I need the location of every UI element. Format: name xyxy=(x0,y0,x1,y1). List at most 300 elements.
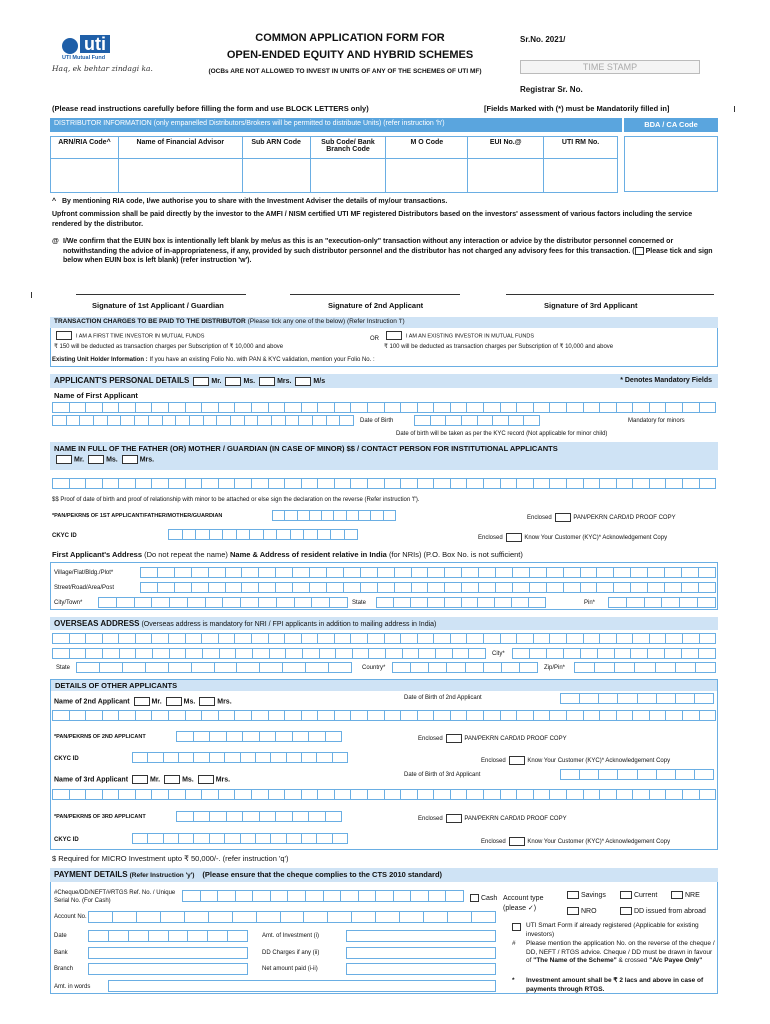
char-box[interactable] xyxy=(209,567,226,578)
char-box[interactable] xyxy=(484,789,501,800)
char-box[interactable] xyxy=(158,582,175,593)
char-box[interactable] xyxy=(317,833,332,844)
char-box[interactable] xyxy=(113,911,137,923)
char-box[interactable] xyxy=(445,582,462,593)
char-box[interactable] xyxy=(98,597,117,608)
char-box[interactable] xyxy=(312,597,330,608)
char-box[interactable] xyxy=(210,833,225,844)
char-box[interactable] xyxy=(194,833,209,844)
char-box[interactable] xyxy=(285,789,302,800)
char-box[interactable] xyxy=(209,911,233,923)
city-boxes[interactable] xyxy=(98,597,348,608)
char-box[interactable] xyxy=(202,478,219,489)
char-box[interactable] xyxy=(493,415,509,426)
char-box[interactable] xyxy=(259,567,276,578)
char-box[interactable] xyxy=(618,769,637,780)
char-box[interactable] xyxy=(322,510,334,521)
ckyc2-kyc-checkbox[interactable] xyxy=(509,756,525,765)
char-box[interactable] xyxy=(304,911,328,923)
char-box[interactable] xyxy=(633,478,650,489)
char-box[interactable] xyxy=(252,478,269,489)
char-box[interactable] xyxy=(236,648,253,659)
char-box[interactable] xyxy=(148,752,163,763)
char-box[interactable] xyxy=(400,911,424,923)
char-box[interactable] xyxy=(70,402,87,413)
name3-mr-checkbox[interactable] xyxy=(132,775,148,784)
char-box[interactable] xyxy=(699,582,716,593)
char-box[interactable] xyxy=(648,648,665,659)
char-box[interactable] xyxy=(394,890,412,902)
char-box[interactable] xyxy=(530,648,547,659)
char-box[interactable] xyxy=(209,582,226,593)
char-box[interactable] xyxy=(170,597,188,608)
current-checkbox[interactable] xyxy=(620,891,632,899)
char-box[interactable] xyxy=(80,415,94,426)
char-box[interactable] xyxy=(683,478,700,489)
char-box[interactable] xyxy=(302,789,319,800)
char-box[interactable] xyxy=(235,478,252,489)
char-box[interactable] xyxy=(479,567,496,578)
char-box[interactable] xyxy=(86,478,103,489)
name3-ms-checkbox[interactable] xyxy=(164,775,180,784)
char-box[interactable] xyxy=(175,567,192,578)
char-box[interactable] xyxy=(501,633,518,644)
char-box[interactable] xyxy=(70,710,87,721)
char-box[interactable] xyxy=(411,890,429,902)
char-box[interactable] xyxy=(140,582,158,593)
guardian-mr-checkbox[interactable] xyxy=(56,455,72,464)
char-box[interactable] xyxy=(351,633,368,644)
char-box[interactable] xyxy=(695,693,714,704)
char-box[interactable] xyxy=(192,662,215,673)
char-box[interactable] xyxy=(237,662,260,673)
char-box[interactable] xyxy=(467,478,484,489)
char-box[interactable] xyxy=(320,648,337,659)
cash-checkbox[interactable] xyxy=(470,894,479,902)
char-box[interactable] xyxy=(169,710,186,721)
char-box[interactable] xyxy=(202,633,219,644)
char-box[interactable] xyxy=(277,529,291,540)
char-box[interactable] xyxy=(302,633,319,644)
sub-arn-field[interactable] xyxy=(242,159,310,193)
char-box[interactable] xyxy=(219,478,236,489)
dob2-boxes[interactable] xyxy=(560,693,714,704)
char-box[interactable] xyxy=(136,633,153,644)
char-box[interactable] xyxy=(385,710,402,721)
char-box[interactable] xyxy=(233,911,257,923)
char-box[interactable] xyxy=(428,567,445,578)
char-box[interactable] xyxy=(317,752,332,763)
char-box[interactable] xyxy=(218,890,236,902)
char-box[interactable] xyxy=(70,633,87,644)
char-box[interactable] xyxy=(318,710,335,721)
char-box[interactable] xyxy=(683,402,700,413)
char-box[interactable] xyxy=(648,567,665,578)
char-box[interactable] xyxy=(656,662,676,673)
pan2-boxes[interactable] xyxy=(176,731,342,742)
date-boxes[interactable] xyxy=(88,930,248,942)
char-box[interactable] xyxy=(169,662,192,673)
char-box[interactable] xyxy=(318,789,335,800)
char-box[interactable] xyxy=(333,752,348,763)
char-box[interactable] xyxy=(600,478,617,489)
char-box[interactable] xyxy=(276,811,293,822)
char-box[interactable] xyxy=(264,529,278,540)
char-box[interactable] xyxy=(467,710,484,721)
first-name-boxes-2[interactable] xyxy=(52,415,354,426)
char-box[interactable] xyxy=(226,567,243,578)
char-box[interactable] xyxy=(136,710,153,721)
char-box[interactable] xyxy=(192,567,209,578)
char-box[interactable] xyxy=(617,710,634,721)
char-box[interactable] xyxy=(352,911,376,923)
char-box[interactable] xyxy=(252,710,269,721)
char-box[interactable] xyxy=(94,415,108,426)
char-box[interactable] xyxy=(560,769,580,780)
char-box[interactable] xyxy=(269,478,286,489)
advisor-field[interactable] xyxy=(118,159,242,193)
char-box[interactable] xyxy=(152,597,170,608)
char-box[interactable] xyxy=(327,582,344,593)
char-box[interactable] xyxy=(451,710,468,721)
char-box[interactable] xyxy=(252,633,269,644)
char-box[interactable] xyxy=(123,662,146,673)
char-box[interactable] xyxy=(434,633,451,644)
char-box[interactable] xyxy=(502,662,520,673)
char-box[interactable] xyxy=(361,567,378,578)
char-box[interactable] xyxy=(52,402,70,413)
char-box[interactable] xyxy=(136,648,153,659)
char-box[interactable] xyxy=(235,710,252,721)
char-box[interactable] xyxy=(204,415,218,426)
char-box[interactable] xyxy=(176,811,194,822)
char-box[interactable] xyxy=(223,597,241,608)
char-box[interactable] xyxy=(302,833,317,844)
char-box[interactable] xyxy=(169,789,186,800)
char-box[interactable] xyxy=(119,710,136,721)
char-box[interactable] xyxy=(351,789,368,800)
char-box[interactable] xyxy=(256,752,271,763)
overseas-state-boxes[interactable] xyxy=(76,662,352,673)
char-box[interactable] xyxy=(310,510,322,521)
char-box[interactable] xyxy=(633,789,650,800)
char-box[interactable] xyxy=(680,597,698,608)
char-box[interactable] xyxy=(285,478,302,489)
char-box[interactable] xyxy=(272,415,286,426)
char-box[interactable] xyxy=(633,710,650,721)
char-box[interactable] xyxy=(210,752,225,763)
char-box[interactable] xyxy=(52,648,70,659)
char-box[interactable] xyxy=(219,710,236,721)
char-box[interactable] xyxy=(293,811,310,822)
char-box[interactable] xyxy=(259,597,277,608)
char-box[interactable] xyxy=(117,597,135,608)
char-box[interactable] xyxy=(302,752,317,763)
char-box[interactable] xyxy=(333,833,348,844)
char-box[interactable] xyxy=(340,415,354,426)
char-box[interactable] xyxy=(86,710,103,721)
overseas-boxes-2[interactable] xyxy=(52,648,486,659)
char-box[interactable] xyxy=(309,811,326,822)
char-box[interactable] xyxy=(351,478,368,489)
char-box[interactable] xyxy=(627,597,645,608)
char-box[interactable] xyxy=(176,731,194,742)
char-box[interactable] xyxy=(369,648,386,659)
char-box[interactable] xyxy=(635,662,655,673)
char-box[interactable] xyxy=(428,597,445,608)
char-box[interactable] xyxy=(186,710,203,721)
char-box[interactable] xyxy=(584,789,601,800)
char-box[interactable] xyxy=(434,789,451,800)
char-box[interactable] xyxy=(700,633,717,644)
dd-charges-field[interactable] xyxy=(346,947,496,959)
char-box[interactable] xyxy=(326,811,343,822)
char-box[interactable] xyxy=(253,648,270,659)
char-box[interactable] xyxy=(210,731,227,742)
char-box[interactable] xyxy=(103,789,120,800)
char-box[interactable] xyxy=(547,582,564,593)
char-box[interactable] xyxy=(359,890,377,902)
char-box[interactable] xyxy=(600,789,617,800)
char-box[interactable] xyxy=(295,597,313,608)
char-box[interactable] xyxy=(466,662,484,673)
char-box[interactable] xyxy=(547,648,564,659)
ckyc3-boxes[interactable] xyxy=(132,833,348,844)
mrs-checkbox[interactable] xyxy=(259,377,275,386)
char-box[interactable] xyxy=(666,633,683,644)
char-box[interactable] xyxy=(192,582,209,593)
char-box[interactable] xyxy=(665,648,682,659)
net-amt-field[interactable] xyxy=(346,963,496,975)
guardian-pan-proof-checkbox[interactable] xyxy=(555,513,571,522)
char-box[interactable] xyxy=(236,890,254,902)
char-box[interactable] xyxy=(304,529,318,540)
char-box[interactable] xyxy=(302,710,319,721)
char-box[interactable] xyxy=(631,582,648,593)
char-box[interactable] xyxy=(129,930,149,942)
char-box[interactable] xyxy=(567,710,584,721)
char-box[interactable] xyxy=(326,731,343,742)
char-box[interactable] xyxy=(194,752,209,763)
char-box[interactable] xyxy=(318,529,332,540)
sub-code-field[interactable] xyxy=(310,159,386,193)
char-box[interactable] xyxy=(617,402,634,413)
char-box[interactable] xyxy=(650,478,667,489)
char-box[interactable] xyxy=(501,789,518,800)
cheque-ref-boxes[interactable] xyxy=(182,890,464,902)
char-box[interactable] xyxy=(447,662,465,673)
char-box[interactable] xyxy=(683,710,700,721)
char-box[interactable] xyxy=(446,890,464,902)
char-box[interactable] xyxy=(331,529,345,540)
char-box[interactable] xyxy=(88,911,113,923)
char-box[interactable] xyxy=(580,769,599,780)
char-box[interactable] xyxy=(371,510,383,521)
char-box[interactable] xyxy=(219,633,236,644)
char-box[interactable] xyxy=(615,662,635,673)
char-box[interactable] xyxy=(650,710,667,721)
char-box[interactable] xyxy=(600,633,617,644)
char-box[interactable] xyxy=(451,633,468,644)
char-box[interactable] xyxy=(534,710,551,721)
char-box[interactable] xyxy=(550,710,567,721)
char-box[interactable] xyxy=(169,402,186,413)
char-box[interactable] xyxy=(353,648,370,659)
char-box[interactable] xyxy=(260,731,277,742)
char-box[interactable] xyxy=(161,911,185,923)
char-box[interactable] xyxy=(136,478,153,489)
char-box[interactable] xyxy=(445,597,462,608)
char-box[interactable] xyxy=(453,648,470,659)
char-box[interactable] xyxy=(676,662,696,673)
char-box[interactable] xyxy=(666,478,683,489)
char-box[interactable] xyxy=(385,633,402,644)
char-box[interactable] xyxy=(376,597,394,608)
amt-words-field[interactable] xyxy=(108,980,496,992)
char-box[interactable] xyxy=(517,478,534,489)
char-box[interactable] xyxy=(386,648,403,659)
char-box[interactable] xyxy=(103,478,120,489)
char-box[interactable] xyxy=(86,789,103,800)
pan3-boxes[interactable] xyxy=(176,811,342,822)
char-box[interactable] xyxy=(434,402,451,413)
char-box[interactable] xyxy=(448,911,472,923)
char-box[interactable] xyxy=(152,710,169,721)
char-box[interactable] xyxy=(608,597,627,608)
char-box[interactable] xyxy=(242,582,259,593)
char-box[interactable] xyxy=(682,648,699,659)
char-box[interactable] xyxy=(595,662,615,673)
char-box[interactable] xyxy=(152,633,169,644)
char-box[interactable] xyxy=(140,567,158,578)
char-box[interactable] xyxy=(676,693,695,704)
char-box[interactable] xyxy=(615,648,632,659)
char-box[interactable] xyxy=(700,710,717,721)
char-box[interactable] xyxy=(188,597,206,608)
char-box[interactable] xyxy=(52,415,67,426)
char-box[interactable] xyxy=(269,402,286,413)
char-box[interactable] xyxy=(534,789,551,800)
char-box[interactable] xyxy=(270,648,287,659)
amt-inv-field[interactable] xyxy=(346,930,496,942)
char-box[interactable] xyxy=(617,633,634,644)
char-box[interactable] xyxy=(202,789,219,800)
char-box[interactable] xyxy=(194,811,211,822)
char-box[interactable] xyxy=(310,582,327,593)
char-box[interactable] xyxy=(700,402,717,413)
char-box[interactable] xyxy=(220,648,237,659)
char-box[interactable] xyxy=(567,402,584,413)
char-box[interactable] xyxy=(550,478,567,489)
char-box[interactable] xyxy=(418,633,435,644)
char-box[interactable] xyxy=(699,567,716,578)
char-box[interactable] xyxy=(149,930,169,942)
savings-checkbox[interactable] xyxy=(567,891,579,899)
pan2-proof-checkbox[interactable] xyxy=(446,734,462,743)
char-box[interactable] xyxy=(269,633,286,644)
char-box[interactable] xyxy=(614,582,631,593)
char-box[interactable] xyxy=(648,582,665,593)
char-box[interactable] xyxy=(329,662,352,673)
char-box[interactable] xyxy=(581,567,598,578)
char-box[interactable] xyxy=(225,833,240,844)
char-box[interactable] xyxy=(682,567,699,578)
char-box[interactable] xyxy=(597,567,614,578)
char-box[interactable] xyxy=(412,567,429,578)
char-box[interactable] xyxy=(293,582,310,593)
char-box[interactable] xyxy=(495,597,512,608)
char-box[interactable] xyxy=(496,582,513,593)
char-box[interactable] xyxy=(662,597,680,608)
char-box[interactable] xyxy=(179,833,194,844)
char-box[interactable] xyxy=(445,567,462,578)
char-box[interactable] xyxy=(169,478,186,489)
char-box[interactable] xyxy=(501,710,518,721)
char-box[interactable] xyxy=(309,731,326,742)
char-box[interactable] xyxy=(190,415,204,426)
char-box[interactable] xyxy=(617,478,634,489)
char-box[interactable] xyxy=(250,529,264,540)
char-box[interactable] xyxy=(638,693,657,704)
char-box[interactable] xyxy=(633,402,650,413)
char-box[interactable] xyxy=(341,890,359,902)
overseas-city-boxes[interactable] xyxy=(512,648,716,659)
dd-abroad-checkbox[interactable] xyxy=(620,907,632,915)
char-box[interactable] xyxy=(169,930,189,942)
char-box[interactable] xyxy=(631,567,648,578)
char-box[interactable] xyxy=(401,633,418,644)
char-box[interactable] xyxy=(676,769,695,780)
char-box[interactable] xyxy=(431,415,447,426)
char-box[interactable] xyxy=(186,789,203,800)
char-box[interactable] xyxy=(188,930,208,942)
char-box[interactable] xyxy=(376,890,394,902)
char-box[interactable] xyxy=(517,710,534,721)
char-box[interactable] xyxy=(164,833,179,844)
char-box[interactable] xyxy=(403,648,420,659)
char-box[interactable] xyxy=(148,833,163,844)
char-box[interactable] xyxy=(170,648,187,659)
char-box[interactable] xyxy=(534,402,551,413)
char-box[interactable] xyxy=(149,415,163,426)
char-box[interactable] xyxy=(666,402,683,413)
char-box[interactable] xyxy=(310,567,327,578)
char-box[interactable] xyxy=(335,789,352,800)
char-box[interactable] xyxy=(599,769,618,780)
char-box[interactable] xyxy=(206,597,224,608)
char-box[interactable] xyxy=(298,510,310,521)
char-box[interactable] xyxy=(260,811,277,822)
char-box[interactable] xyxy=(564,582,581,593)
char-box[interactable] xyxy=(293,731,310,742)
char-box[interactable] xyxy=(597,582,614,593)
overseas-boxes-1[interactable] xyxy=(52,633,716,644)
char-box[interactable] xyxy=(276,731,293,742)
dob-boxes[interactable] xyxy=(414,415,540,426)
char-box[interactable] xyxy=(285,633,302,644)
char-box[interactable] xyxy=(638,769,657,780)
char-box[interactable] xyxy=(418,402,435,413)
char-box[interactable] xyxy=(103,648,120,659)
char-box[interactable] xyxy=(512,648,530,659)
char-box[interactable] xyxy=(411,597,428,608)
char-box[interactable] xyxy=(446,415,462,426)
char-box[interactable] xyxy=(584,402,601,413)
char-box[interactable] xyxy=(696,662,716,673)
guardian-ckyc-boxes[interactable] xyxy=(168,529,358,540)
char-box[interactable] xyxy=(451,789,468,800)
char-box[interactable] xyxy=(272,510,285,521)
